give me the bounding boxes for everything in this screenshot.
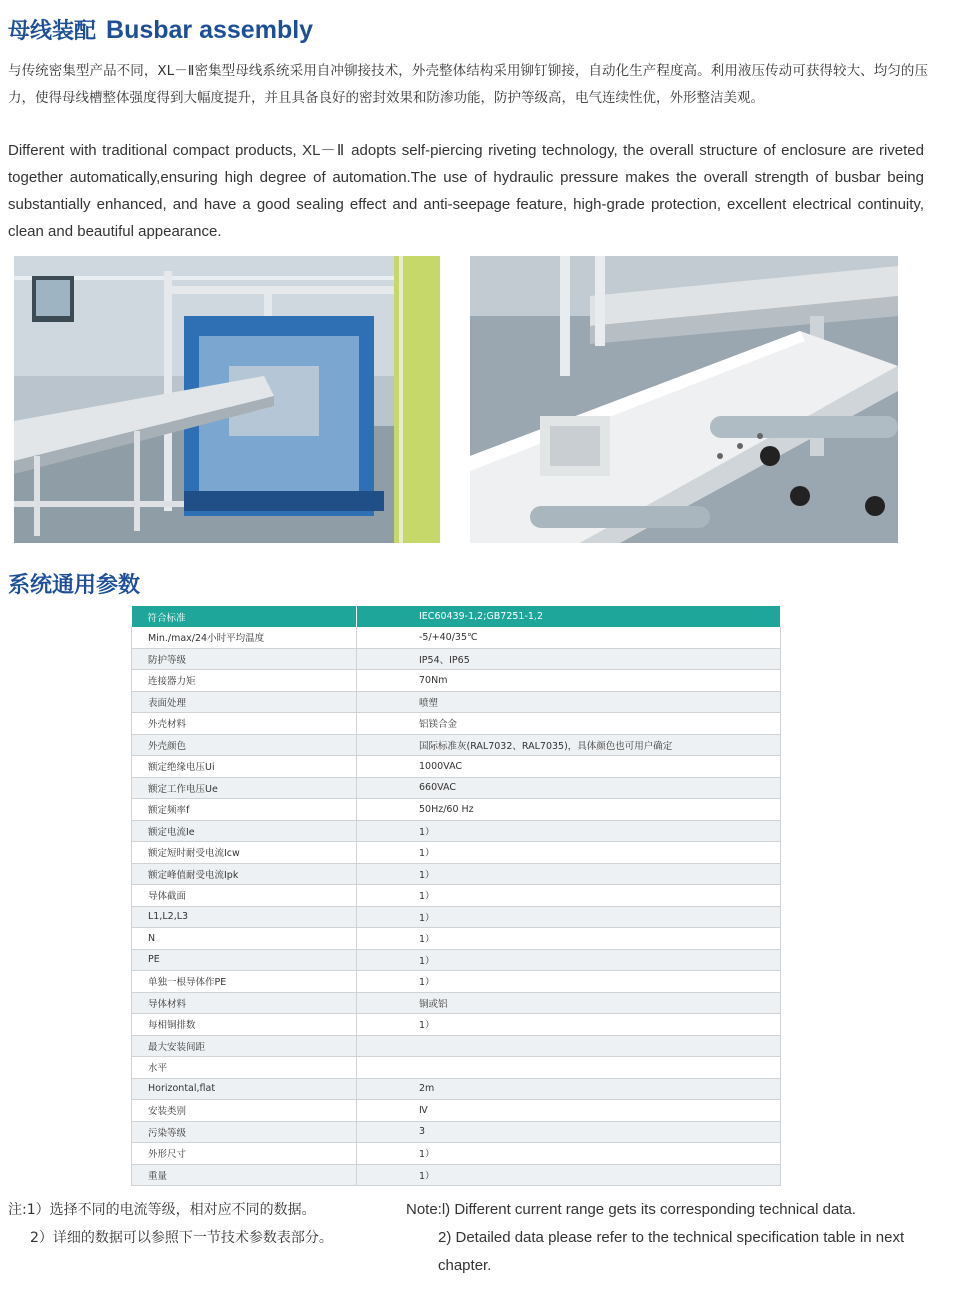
param-value: 1） <box>357 820 781 842</box>
param-value: 660VAC <box>357 777 781 799</box>
param-name: 水平 <box>132 1057 357 1079</box>
param-value: 70Nm <box>357 670 781 692</box>
param-value <box>357 1057 781 1079</box>
param-name: 额定绝缘电压Ui <box>132 756 357 778</box>
param-name: 额定频率f <box>132 799 357 821</box>
table-row <box>132 627 781 648</box>
table-row <box>132 863 781 885</box>
title-cn: 母线装配 <box>8 19 97 44</box>
note-en-1: Note:l) Different current range gets its corresponding technical data. <box>406 1201 856 1218</box>
param-name: Min./max/24小时平均温度 <box>132 627 357 648</box>
note-en-2: 2) Detailed data please refer to the technical specification table in next chapter. <box>438 1229 905 1274</box>
table-row <box>132 906 781 928</box>
note-cn-2: 2）详细的数据可以参照下一节技术参数表部分。 <box>30 1230 333 1246</box>
table-header-value: IEC60439-1,2;GB7251-1,2 <box>357 606 781 627</box>
table-row <box>132 756 781 778</box>
param-name: 防护等级 <box>132 648 357 670</box>
notes-cn <box>8 1196 398 1252</box>
param-value: 1） <box>357 928 781 950</box>
table-header-row <box>132 606 781 627</box>
param-name: 最大安装间距 <box>132 1035 357 1057</box>
table-row <box>132 1100 781 1122</box>
param-value: 1） <box>357 863 781 885</box>
table-row <box>132 1143 781 1165</box>
parameter-table <box>131 606 781 1186</box>
table-row <box>132 713 781 735</box>
table-header-param: 符合标准 <box>132 606 357 627</box>
param-value: 1） <box>357 949 781 971</box>
param-value: IP54、IP65 <box>357 648 781 670</box>
table-row <box>132 971 781 993</box>
param-value: 铜或铝 <box>357 992 781 1014</box>
param-name: Horizontal,flat <box>132 1078 357 1100</box>
table-row <box>132 1078 781 1100</box>
param-name: 导体截面 <box>132 885 357 907</box>
param-name: 表面处理 <box>132 691 357 713</box>
param-name: 每相铜排数 <box>132 1014 357 1036</box>
intro-paragraph-cn: 与传统密集型产品不同，XL－Ⅱ密集型母线系统采用自冲铆接技术，外壳整体结构采用铆钉铆接，自动化生产程度高。利用液压传动可获得较大、均匀的压力，使得母线槽整体强度得到大幅度提升，并且具备良好的密封效果和防渗功能，防护等级高，电气连续性优，外形整洁美观。 <box>8 63 928 106</box>
page-title <box>8 14 313 45</box>
table-row <box>132 842 781 864</box>
param-name: 外壳颜色 <box>132 734 357 756</box>
table-row <box>132 691 781 713</box>
param-name: 外壳材料 <box>132 713 357 735</box>
table-row <box>132 1014 781 1036</box>
param-name: 污染等级 <box>132 1121 357 1143</box>
param-value: 1） <box>357 971 781 993</box>
table-row <box>132 885 781 907</box>
table-row <box>132 1057 781 1079</box>
param-name: 重量 <box>132 1164 357 1186</box>
table-row <box>132 1121 781 1143</box>
param-value: 1） <box>357 885 781 907</box>
param-name: 额定峰值耐受电流Ipk <box>132 863 357 885</box>
param-value: 1） <box>357 1143 781 1165</box>
table-row <box>132 734 781 756</box>
param-name: 额定电流Ie <box>132 820 357 842</box>
param-value <box>357 1035 781 1057</box>
param-name: 安装类别 <box>132 1100 357 1122</box>
param-name: L1,L2,L3 <box>132 906 357 928</box>
note-cn-1: 注:1）选择不同的电流等级，相对应不同的数据。 <box>8 1202 316 1218</box>
param-value: -5/+40/35℃ <box>357 627 781 648</box>
param-name: 外形尺寸 <box>132 1143 357 1165</box>
table-row <box>132 648 781 670</box>
notes-en <box>406 1196 958 1280</box>
riveting-closeup-photo <box>470 256 898 543</box>
table-row <box>132 820 781 842</box>
section-title: 系统通用参数 <box>8 573 141 598</box>
table-row <box>132 1164 781 1186</box>
param-value: 3 <box>357 1121 781 1143</box>
table-row <box>132 670 781 692</box>
param-value: Ⅳ <box>357 1100 781 1122</box>
param-value: 1） <box>357 1014 781 1036</box>
param-name: 额定短时耐受电流Icw <box>132 842 357 864</box>
param-value: 铝镁合金 <box>357 713 781 735</box>
table-row <box>132 992 781 1014</box>
table-row <box>132 949 781 971</box>
param-value: 1） <box>357 1164 781 1186</box>
table-row <box>132 799 781 821</box>
param-name: 额定工作电压Ue <box>132 777 357 799</box>
param-name: N <box>132 928 357 950</box>
table-row <box>132 928 781 950</box>
assembly-line-photo <box>14 256 440 543</box>
intro-paragraph-en: Different with traditional compact products, XL－Ⅱ adopts self-piercing riveting technology, the overall structure of enclosure are riveted together automatically,ensuring high degree of automation.The use of hydraulic pressure makes the overall strength of busbar being substantially enhanced, and have a good sealing effect and anti-seepage feature, high-grade protection, excellent electrical continuity, clean and beautiful appearance. <box>8 142 924 240</box>
param-value: 喷塑 <box>357 691 781 713</box>
param-value: 1） <box>357 842 781 864</box>
param-name: PE <box>132 949 357 971</box>
title-en: Busbar assembly <box>106 16 314 44</box>
table-row <box>132 777 781 799</box>
param-value: 国际标准灰(RAL7032、RAL7035)，具体颜色也可用户确定 <box>357 734 781 756</box>
param-name: 单独一根导体作PE <box>132 971 357 993</box>
param-name: 连接器力矩 <box>132 670 357 692</box>
param-value: 50Hz/60 Hz <box>357 799 781 821</box>
table-row <box>132 1035 781 1057</box>
param-value: 1） <box>357 906 781 928</box>
param-value: 1000VAC <box>357 756 781 778</box>
param-name: 导体材料 <box>132 992 357 1014</box>
param-value: 2m <box>357 1078 781 1100</box>
